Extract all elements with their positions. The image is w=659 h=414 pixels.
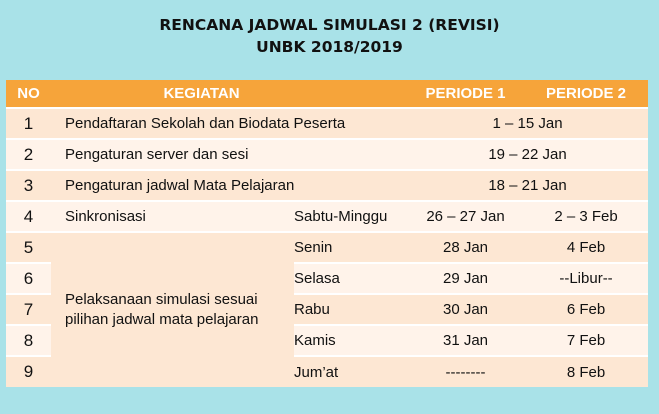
periode-1-cell: 30 Jan xyxy=(407,294,524,325)
kegiatan-cell: Pendaftaran Sekolah dan Biodata Peserta xyxy=(51,108,407,139)
table-row xyxy=(6,139,648,170)
header-kegiatan: KEGIATAN xyxy=(51,80,407,108)
page-title xyxy=(0,14,659,58)
title-line-2: UNBK 2018/2019 xyxy=(256,38,403,56)
row-number: 3 xyxy=(6,170,51,201)
hari-cell: Sabtu-Minggu xyxy=(294,201,407,232)
row-number: 1 xyxy=(6,108,51,139)
row-number: 4 xyxy=(6,201,51,232)
hari-cell: Selasa xyxy=(294,263,407,294)
row-number: 9 xyxy=(6,356,51,387)
periode-2-cell: 8 Feb xyxy=(524,356,648,387)
kegiatan-cell: Pengaturan jadwal Mata Pelajaran xyxy=(51,170,407,201)
periode-1-cell: 29 Jan xyxy=(407,263,524,294)
table-header-row xyxy=(6,80,648,108)
periode-2-cell: --Libur-- xyxy=(524,263,648,294)
periode-1-cell: -------- xyxy=(407,356,524,387)
row-number: 7 xyxy=(6,294,51,325)
table-row xyxy=(6,170,648,201)
table-row xyxy=(6,232,648,263)
periode-2-cell: 2 – 3 Feb xyxy=(524,201,648,232)
hari-cell: Kamis xyxy=(294,325,407,356)
kegiatan-cell: Sinkronisasi xyxy=(51,201,294,232)
schedule-table xyxy=(6,80,648,387)
periode-1-cell: 31 Jan xyxy=(407,325,524,356)
hari-cell: Rabu xyxy=(294,294,407,325)
periode-cell: 1 – 15 Jan xyxy=(407,108,648,139)
hari-cell: Jum’at xyxy=(294,356,407,387)
table-row xyxy=(6,201,648,232)
periode-2-cell: 4 Feb xyxy=(524,232,648,263)
periode-2-cell: 7 Feb xyxy=(524,325,648,356)
table-row xyxy=(6,108,648,139)
periode-2-cell: 6 Feb xyxy=(524,294,648,325)
kegiatan-cell: Pengaturan server dan sesi xyxy=(51,139,407,170)
periode-cell: 19 – 22 Jan xyxy=(407,139,648,170)
row-number: 2 xyxy=(6,139,51,170)
title-line-1: RENCANA JADWAL SIMULASI 2 (REVISI) xyxy=(159,16,500,34)
header-no: NO xyxy=(6,80,51,108)
simulasi-label-cell: Pelaksanaan simulasi sesuai pilihan jadwal mata pelajaran xyxy=(51,232,294,387)
header-periode-2: PERIODE 2 xyxy=(524,80,648,108)
periode-1-cell: 28 Jan xyxy=(407,232,524,263)
row-number: 5 xyxy=(6,232,51,263)
row-number: 6 xyxy=(6,263,51,294)
header-periode-1: PERIODE 1 xyxy=(407,80,524,108)
periode-1-cell: 26 – 27 Jan xyxy=(407,201,524,232)
periode-cell: 18 – 21 Jan xyxy=(407,170,648,201)
row-number: 8 xyxy=(6,325,51,356)
hari-cell: Senin xyxy=(294,232,407,263)
